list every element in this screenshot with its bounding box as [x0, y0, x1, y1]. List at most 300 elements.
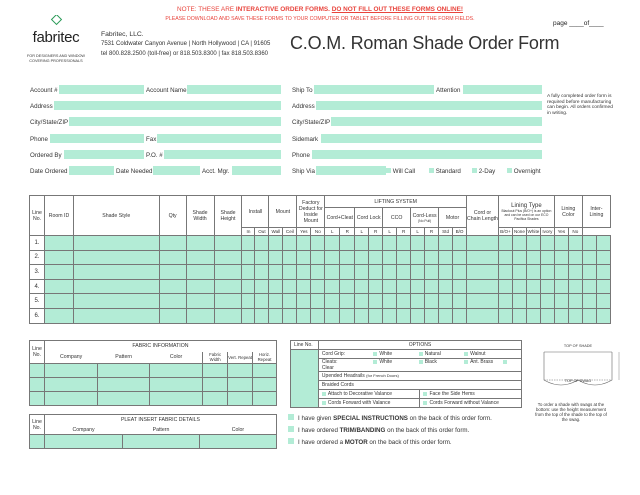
- ship-to-field[interactable]: [314, 85, 434, 94]
- order-cell[interactable]: [283, 236, 297, 251]
- order-cell[interactable]: [383, 279, 397, 294]
- date-ordered-field[interactable]: [69, 166, 114, 175]
- row-number: 5.: [30, 294, 45, 309]
- acct-mgr-field[interactable]: [232, 166, 281, 175]
- order-cell[interactable]: [453, 294, 467, 309]
- order-cell[interactable]: [242, 294, 255, 309]
- po-field[interactable]: [164, 150, 281, 159]
- order-cell[interactable]: [255, 308, 269, 323]
- order-cell[interactable]: [498, 236, 512, 251]
- order-cell[interactable]: [242, 236, 255, 251]
- options-title: OPTIONS: [318, 341, 521, 350]
- order-cell[interactable]: [269, 250, 283, 265]
- order-cell[interactable]: [383, 265, 397, 280]
- order-cell[interactable]: [355, 265, 369, 280]
- phone-label: Phone: [30, 136, 48, 143]
- order-cell[interactable]: [411, 279, 425, 294]
- grip-natural-checkbox[interactable]: [419, 352, 423, 356]
- order-cell[interactable]: [554, 236, 568, 251]
- fabric-cell[interactable]: [228, 364, 253, 378]
- order-cell[interactable]: [214, 308, 242, 323]
- order-cell[interactable]: [214, 265, 242, 280]
- order-cell[interactable]: [73, 279, 159, 294]
- order-cell[interactable]: [582, 279, 596, 294]
- order-cell[interactable]: [340, 250, 355, 265]
- fabric-cell[interactable]: [150, 378, 203, 392]
- order-cell[interactable]: [283, 250, 297, 265]
- order-cell[interactable]: [269, 294, 283, 309]
- order-cell[interactable]: [512, 250, 526, 265]
- order-cell[interactable]: [568, 308, 582, 323]
- ack-special[interactable]: [288, 414, 492, 426]
- order-cell[interactable]: [383, 294, 397, 309]
- order-cell[interactable]: [397, 250, 411, 265]
- order-cell[interactable]: [311, 265, 325, 280]
- order-cell[interactable]: [467, 236, 499, 251]
- table-row: [30, 294, 611, 309]
- fabric-cell[interactable]: [97, 378, 150, 392]
- standard-checkbox[interactable]: [429, 168, 434, 173]
- order-cell[interactable]: [283, 279, 297, 294]
- will-call-option[interactable]: [386, 168, 415, 175]
- city-field[interactable]: [69, 117, 281, 126]
- order-cell[interactable]: [311, 308, 325, 323]
- braided-row[interactable]: [318, 381, 521, 390]
- order-cell[interactable]: [439, 250, 453, 265]
- cleat-black-label: Black: [424, 359, 437, 365]
- order-cell[interactable]: [540, 265, 554, 280]
- order-cell[interactable]: [582, 236, 596, 251]
- fabric-cell[interactable]: [203, 392, 228, 406]
- account-no-field[interactable]: [59, 85, 144, 94]
- order-cell[interactable]: [255, 294, 269, 309]
- order-cell[interactable]: [411, 294, 425, 309]
- options-line-input[interactable]: [291, 350, 319, 408]
- ship-via-field[interactable]: [316, 166, 386, 175]
- order-cell[interactable]: [498, 250, 512, 265]
- order-cell[interactable]: [73, 250, 159, 265]
- order-cell[interactable]: [397, 265, 411, 280]
- ack-trim-prefix: I have ordered: [298, 427, 340, 434]
- pleat-cell[interactable]: [44, 435, 122, 449]
- order-cell[interactable]: [325, 308, 340, 323]
- order-cell[interactable]: [568, 294, 582, 309]
- order-cell[interactable]: [255, 265, 269, 280]
- fabric-cell[interactable]: [203, 364, 228, 378]
- order-cell[interactable]: [383, 308, 397, 323]
- fabric-cell[interactable]: [30, 378, 45, 392]
- order-cell[interactable]: [311, 250, 325, 265]
- order-cell[interactable]: [186, 279, 214, 294]
- order-cell[interactable]: [255, 236, 269, 251]
- account-no-label: Account #: [30, 87, 58, 94]
- order-cell[interactable]: [498, 265, 512, 280]
- order-cell[interactable]: [325, 236, 340, 251]
- ship-to-label: Ship To: [292, 87, 313, 94]
- order-cell[interactable]: [255, 250, 269, 265]
- order-cell[interactable]: [340, 279, 355, 294]
- cleat-black-checkbox[interactable]: [419, 360, 423, 364]
- cleats-row: [318, 359, 521, 372]
- order-cell[interactable]: [439, 279, 453, 294]
- cleat-white-checkbox[interactable]: [373, 360, 377, 364]
- cleat-brass[interactable]: [464, 359, 502, 365]
- sub-header: L: [355, 228, 369, 236]
- fabric-cell[interactable]: [44, 392, 97, 406]
- order-cell[interactable]: [596, 279, 610, 294]
- upended-row[interactable]: [318, 372, 521, 381]
- order-cell[interactable]: [439, 308, 453, 323]
- grip-walnut-checkbox[interactable]: [464, 352, 468, 356]
- order-cell[interactable]: [526, 265, 540, 280]
- order-cell[interactable]: [526, 250, 540, 265]
- order-cell[interactable]: [325, 250, 340, 265]
- ack-trim-checkbox[interactable]: [288, 426, 294, 432]
- fabric-cell[interactable]: [44, 378, 97, 392]
- order-cell[interactable]: [425, 250, 439, 265]
- order-cell[interactable]: [596, 294, 610, 309]
- order-cell[interactable]: [554, 308, 568, 323]
- col-qty: Qty: [159, 196, 186, 236]
- order-cell[interactable]: [44, 294, 73, 309]
- order-cell[interactable]: [453, 308, 467, 323]
- order-cell[interactable]: [255, 279, 269, 294]
- order-cell[interactable]: [397, 308, 411, 323]
- order-cell[interactable]: [453, 236, 467, 251]
- order-cell[interactable]: [439, 294, 453, 309]
- ack-motor[interactable]: [288, 438, 492, 450]
- order-cell[interactable]: [242, 250, 255, 265]
- order-cell[interactable]: [297, 250, 311, 265]
- order-cell[interactable]: [242, 279, 255, 294]
- order-cell[interactable]: [526, 236, 540, 251]
- order-cell[interactable]: [159, 294, 186, 309]
- fax-field[interactable]: [157, 134, 281, 143]
- order-cell[interactable]: [297, 279, 311, 294]
- fabric-horiz-repeat: Horiz. Repeat: [253, 352, 277, 364]
- order-cell[interactable]: [355, 308, 369, 323]
- order-cell[interactable]: [397, 294, 411, 309]
- order-cell[interactable]: [512, 236, 526, 251]
- order-cell[interactable]: [383, 250, 397, 265]
- order-cell[interactable]: [526, 308, 540, 323]
- order-cell[interactable]: [311, 279, 325, 294]
- order-cell[interactable]: [582, 294, 596, 309]
- order-cell[interactable]: [340, 265, 355, 280]
- account-name-field[interactable]: [187, 85, 281, 94]
- order-cell[interactable]: [512, 308, 526, 323]
- order-cell[interactable]: [297, 236, 311, 251]
- standard-label: Standard: [435, 168, 461, 175]
- order-cell[interactable]: [512, 265, 526, 280]
- order-cell[interactable]: [568, 265, 582, 280]
- order-cell[interactable]: [540, 294, 554, 309]
- fabric-width: Fabric Width: [203, 352, 228, 364]
- order-cell[interactable]: [554, 294, 568, 309]
- face-side-hems[interactable]: [420, 390, 522, 399]
- ack-special-checkbox[interactable]: [288, 414, 294, 420]
- fabric-cell[interactable]: [253, 378, 277, 392]
- order-cell[interactable]: [73, 236, 159, 251]
- order-cell[interactable]: [397, 279, 411, 294]
- cords-fwd-val-checkbox[interactable]: [322, 401, 326, 405]
- order-cell[interactable]: [369, 250, 383, 265]
- col-mount: Mount: [269, 196, 297, 228]
- row-number: 3.: [30, 265, 45, 280]
- order-cell[interactable]: [554, 265, 568, 280]
- phone-field[interactable]: [50, 134, 144, 143]
- order-cell[interactable]: [242, 308, 255, 323]
- two-day-label: 2-Day: [478, 168, 496, 175]
- sub-header: Std: [439, 228, 453, 236]
- order-cell[interactable]: [311, 294, 325, 309]
- order-cell[interactable]: [340, 308, 355, 323]
- order-cell[interactable]: [467, 250, 499, 265]
- fabric-cell[interactable]: [228, 378, 253, 392]
- side-note: A fully completed order form is required before manufacturing can begin. All orders confirmed in writing.: [547, 94, 613, 116]
- order-cell[interactable]: [355, 294, 369, 309]
- cleat-black[interactable]: [419, 359, 463, 365]
- order-cell[interactable]: [467, 294, 499, 309]
- options-table: [290, 340, 522, 408]
- order-cell[interactable]: [568, 279, 582, 294]
- order-cell[interactable]: [159, 279, 186, 294]
- ship-phone-field[interactable]: [312, 150, 542, 159]
- col-shade-height: Shade Height: [214, 196, 242, 236]
- order-cell[interactable]: [214, 294, 242, 309]
- overnight-checkbox[interactable]: [507, 168, 512, 173]
- ship-address-label: Address: [292, 103, 315, 110]
- order-table: [29, 195, 611, 324]
- cords-fwd-noval[interactable]: [420, 399, 522, 408]
- order-cell[interactable]: [355, 236, 369, 251]
- order-cell[interactable]: [512, 279, 526, 294]
- order-cell[interactable]: [453, 279, 467, 294]
- order-cell[interactable]: [73, 294, 159, 309]
- order-cell[interactable]: [369, 236, 383, 251]
- order-cell[interactable]: [498, 279, 512, 294]
- order-cell[interactable]: [269, 265, 283, 280]
- order-cell[interactable]: [526, 294, 540, 309]
- grip-walnut[interactable]: [464, 351, 485, 357]
- fabric-cell[interactable]: [150, 392, 203, 406]
- order-cell[interactable]: [369, 265, 383, 280]
- date-needed-field[interactable]: [153, 166, 200, 175]
- order-cell[interactable]: [283, 265, 297, 280]
- order-cell[interactable]: [44, 279, 73, 294]
- pleat-cell[interactable]: [200, 435, 277, 449]
- ship-address-field[interactable]: [316, 101, 542, 110]
- cleat-clear-checkbox[interactable]: [503, 360, 507, 364]
- order-cell[interactable]: [44, 236, 73, 251]
- row-number: 2.: [30, 250, 45, 265]
- order-cell[interactable]: [340, 236, 355, 251]
- table-row: [30, 308, 611, 323]
- attention-field[interactable]: [463, 85, 542, 94]
- fabric-cell[interactable]: [97, 392, 150, 406]
- order-cell[interactable]: [283, 294, 297, 309]
- order-cell[interactable]: [369, 308, 383, 323]
- cleat-brass-checkbox[interactable]: [464, 360, 468, 364]
- order-cell[interactable]: [526, 279, 540, 294]
- order-cell[interactable]: [269, 279, 283, 294]
- fabric-cell[interactable]: [150, 364, 203, 378]
- order-cell[interactable]: [582, 265, 596, 280]
- ship-city-field[interactable]: [331, 117, 542, 126]
- order-cell[interactable]: [540, 308, 554, 323]
- order-cell[interactable]: [540, 236, 554, 251]
- order-cell[interactable]: [355, 279, 369, 294]
- order-cell[interactable]: [540, 250, 554, 265]
- order-cell[interactable]: [325, 294, 340, 309]
- pleat-cell[interactable]: [30, 435, 45, 449]
- order-cell[interactable]: [325, 265, 340, 280]
- order-cell[interactable]: [44, 250, 73, 265]
- order-cell[interactable]: [397, 236, 411, 251]
- order-cell[interactable]: [186, 308, 214, 323]
- cords-fwd-noval-checkbox[interactable]: [423, 401, 427, 405]
- company-phones: tel 800.828.2500 (toll-free) or 818.503.8300 | fax 818.503.8360: [101, 50, 269, 57]
- fabric-cell[interactable]: [253, 392, 277, 406]
- order-cell[interactable]: [325, 279, 340, 294]
- order-cell[interactable]: [425, 236, 439, 251]
- ordered-by-field[interactable]: [64, 150, 144, 159]
- order-cell[interactable]: [439, 265, 453, 280]
- sub-header: Yes: [297, 228, 311, 236]
- order-cell[interactable]: [425, 265, 439, 280]
- will-call-checkbox[interactable]: [386, 168, 391, 173]
- order-cell[interactable]: [411, 308, 425, 323]
- ack-motor-checkbox[interactable]: [288, 438, 294, 444]
- order-cell[interactable]: [439, 236, 453, 251]
- order-cell[interactable]: [596, 265, 610, 280]
- order-cell[interactable]: [554, 279, 568, 294]
- attach-valance[interactable]: [318, 390, 420, 399]
- order-cell[interactable]: [554, 250, 568, 265]
- grip-white-checkbox[interactable]: [373, 352, 377, 356]
- order-cell[interactable]: [186, 265, 214, 280]
- order-cell[interactable]: [498, 294, 512, 309]
- col-line-no: Line No.: [30, 196, 45, 236]
- notice-warning: DO NOT FILL OUT THESE FORMS ONLINE!: [331, 6, 463, 13]
- standard-option[interactable]: [429, 168, 461, 175]
- order-cell[interactable]: [467, 279, 499, 294]
- order-cell[interactable]: [214, 236, 242, 251]
- grip-white[interactable]: [373, 351, 417, 357]
- ack-special-bold: SPECIAL INSTRUCTIONS: [333, 415, 408, 422]
- order-cell[interactable]: [214, 279, 242, 294]
- order-cell[interactable]: [425, 294, 439, 309]
- order-cell[interactable]: [596, 236, 610, 251]
- ack-trim[interactable]: [288, 426, 492, 438]
- cords-fwd-val[interactable]: [318, 399, 420, 408]
- order-cell[interactable]: [159, 308, 186, 323]
- order-cell[interactable]: [582, 308, 596, 323]
- order-cell[interactable]: [568, 250, 582, 265]
- table-row: [30, 250, 611, 265]
- order-cell[interactable]: [159, 250, 186, 265]
- order-cell[interactable]: [425, 279, 439, 294]
- order-cell[interactable]: [297, 265, 311, 280]
- overnight-option[interactable]: [507, 168, 541, 175]
- fabric-cell[interactable]: [44, 364, 97, 378]
- order-cell[interactable]: [369, 279, 383, 294]
- order-cell[interactable]: [340, 294, 355, 309]
- order-cell[interactable]: [186, 294, 214, 309]
- order-cell[interactable]: [44, 308, 73, 323]
- order-cell[interactable]: [73, 308, 159, 323]
- order-cell[interactable]: [453, 265, 467, 280]
- face-sides-checkbox[interactable]: [423, 392, 427, 396]
- order-cell[interactable]: [411, 250, 425, 265]
- order-cell[interactable]: [44, 265, 73, 280]
- order-cell[interactable]: [297, 294, 311, 309]
- two-day-checkbox[interactable]: [472, 168, 477, 173]
- order-cell[interactable]: [355, 250, 369, 265]
- order-cell[interactable]: [425, 308, 439, 323]
- acknowledgements: [288, 414, 492, 450]
- order-cell[interactable]: [269, 308, 283, 323]
- order-cell[interactable]: [369, 294, 383, 309]
- order-cell[interactable]: [540, 279, 554, 294]
- order-cell[interactable]: [311, 236, 325, 251]
- sidemark-label: Sidemark: [292, 136, 319, 143]
- order-cell[interactable]: [269, 236, 283, 251]
- grip-natural[interactable]: [419, 351, 463, 357]
- ack-trim-bold: TRIM/BANDING: [339, 427, 386, 434]
- order-cell[interactable]: [73, 265, 159, 280]
- cleat-white[interactable]: [373, 359, 417, 365]
- ack-special-suffix: on the back of this order form.: [407, 415, 492, 422]
- order-cell[interactable]: [411, 265, 425, 280]
- logo-tagline: FOR DESIGNERS AND WINDOW COVERING PROFESSIONALS: [26, 54, 85, 63]
- pleat-cell[interactable]: [122, 435, 200, 449]
- order-cell[interactable]: [159, 265, 186, 280]
- order-cell[interactable]: [582, 250, 596, 265]
- order-cell[interactable]: [512, 294, 526, 309]
- lift-cord-lock: Cord Lock: [355, 208, 383, 228]
- two-day-option[interactable]: [472, 168, 495, 175]
- order-cell[interactable]: [383, 236, 397, 251]
- order-cell[interactable]: [159, 236, 186, 251]
- order-cell[interactable]: [283, 308, 297, 323]
- order-cell[interactable]: [596, 308, 610, 323]
- col-shade-style: Shade Style: [73, 196, 159, 236]
- order-cell[interactable]: [596, 250, 610, 265]
- sidemark-field[interactable]: [321, 134, 542, 143]
- order-cell[interactable]: [242, 265, 255, 280]
- order-cell[interactable]: [453, 250, 467, 265]
- company-name: Fabritec, LLC.: [101, 31, 144, 38]
- order-cell[interactable]: [467, 308, 499, 323]
- order-cell[interactable]: [186, 236, 214, 251]
- attach-checkbox[interactable]: [322, 392, 326, 396]
- order-cell[interactable]: [297, 308, 311, 323]
- fabric-cell[interactable]: [203, 378, 228, 392]
- order-cell[interactable]: [214, 250, 242, 265]
- fabric-cell[interactable]: [30, 364, 45, 378]
- fabric-cell[interactable]: [97, 364, 150, 378]
- order-cell[interactable]: [186, 250, 214, 265]
- order-cell[interactable]: [498, 308, 512, 323]
- order-cell[interactable]: [568, 236, 582, 251]
- fabric-cell[interactable]: [30, 392, 45, 406]
- fabric-cell[interactable]: [253, 364, 277, 378]
- fabric-cell[interactable]: [228, 392, 253, 406]
- address-field[interactable]: [54, 101, 281, 110]
- order-cell[interactable]: [411, 236, 425, 251]
- order-cell[interactable]: [467, 265, 499, 280]
